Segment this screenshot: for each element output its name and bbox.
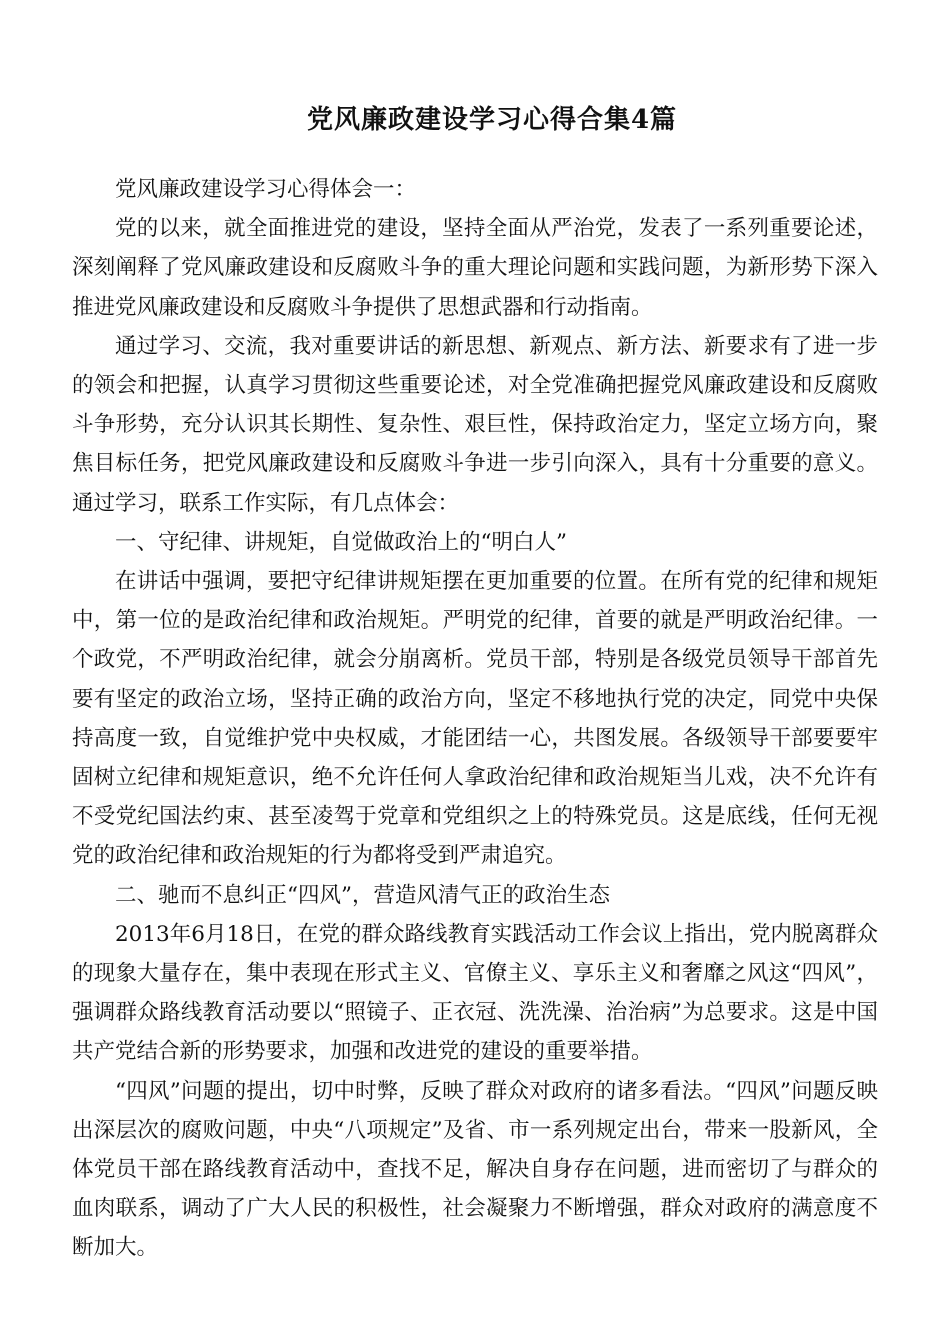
section-heading: 一、守纪律、讲规矩，自觉做政治上的“明白人” bbox=[115, 529, 567, 555]
paragraph-heading-one: 党风廉政建设学习心得体会一： bbox=[115, 177, 417, 202]
paragraph: 党的以来，就全面推进党的建设，坚持全面从严治党，发表了一系列重要论述，深刻阐释了党风廉政建设和反腐败斗争的重大理论问题和实践问题，为新形势下深入推进党风廉政建设和反腐败斗争提供了思想武器和行动指南。 bbox=[72, 216, 878, 320]
document-title: 党风廉政建设学习心得合集4篇 bbox=[306, 105, 678, 135]
document-body bbox=[72, 170, 878, 1268]
paragraph: 通过学习、交流，我对重要讲话的新思想、新观点、新方法、新要求有了进一步的领会和把握，认真学习贯彻这些重要论述，对全党准确把握党风廉政建设和反腐败斗争形势，充分认识其长期性、复杂性、艰巨性，保持政治定力，坚定立场方向，聚焦目标任务，把党风廉政建设和反腐败斗争进一步引向深入，具有十分重要的意义。通过学习，联系工作实际，有几点体会： bbox=[72, 333, 878, 516]
section-heading: 二、驰而不息纠正“四风”，营造风清气正的政治生态 bbox=[115, 882, 610, 908]
paragraph: 在讲话中强调，要把守纪律讲规矩摆在更加重要的位置。在所有党的纪律和规矩中，第一位的是政治纪律和政治规矩。严明党的纪律，首要的就是严明政治纪律。一个政党，不严明政治纪律，就会分崩离析。党员干部，特别是各级党员领导干部首先要有坚定的政治立场，坚持正确的政治方向，坚定不移地执行党的决定，同党中央保持高度一致，自觉维护党中央权威，才能团结一心，共图发展。各级领导干部要要牢固树立纪律和规矩意识，绝不允许任何人拿政治纪律和政治规矩当儿戏，决不允许有不受党纪国法约束、甚至凌驾于党章和党组织之上的特殊党员。这是底线，任何无视党的政治纪律和政治规矩的行为都将受到严肃追究。 bbox=[72, 569, 878, 869]
paragraph: “四风”问题的提出，切中时弊，反映了群众对政府的诸多看法。“四风”问题反映出深层次的腐败问题，中央“八项规定”及省、市一系列规定出台，带来一股新风，全体党员干部在路线教育活动中，查找不足，解决自身存在问题，进而密切了与群众的血肉联系，调动了广大人民的积极性，社会凝聚力不断增强，群众对政府的满意度不断加大。 bbox=[72, 1078, 878, 1261]
paragraph: 2013年6月18日，在党的群众路线教育实践活动工作会议上指出，党内脱离群众的现象大量存在，集中表现在形式主义、官僚主义、享乐主义和奢靡之风这“四风”，强调群众路线教育活动要以“照镜子、正衣冠、洗洗澡、治治病”为总要求。这是中国共产党结合新的形势要求，加强和改进党的建设的重要举措。 bbox=[72, 921, 878, 1065]
